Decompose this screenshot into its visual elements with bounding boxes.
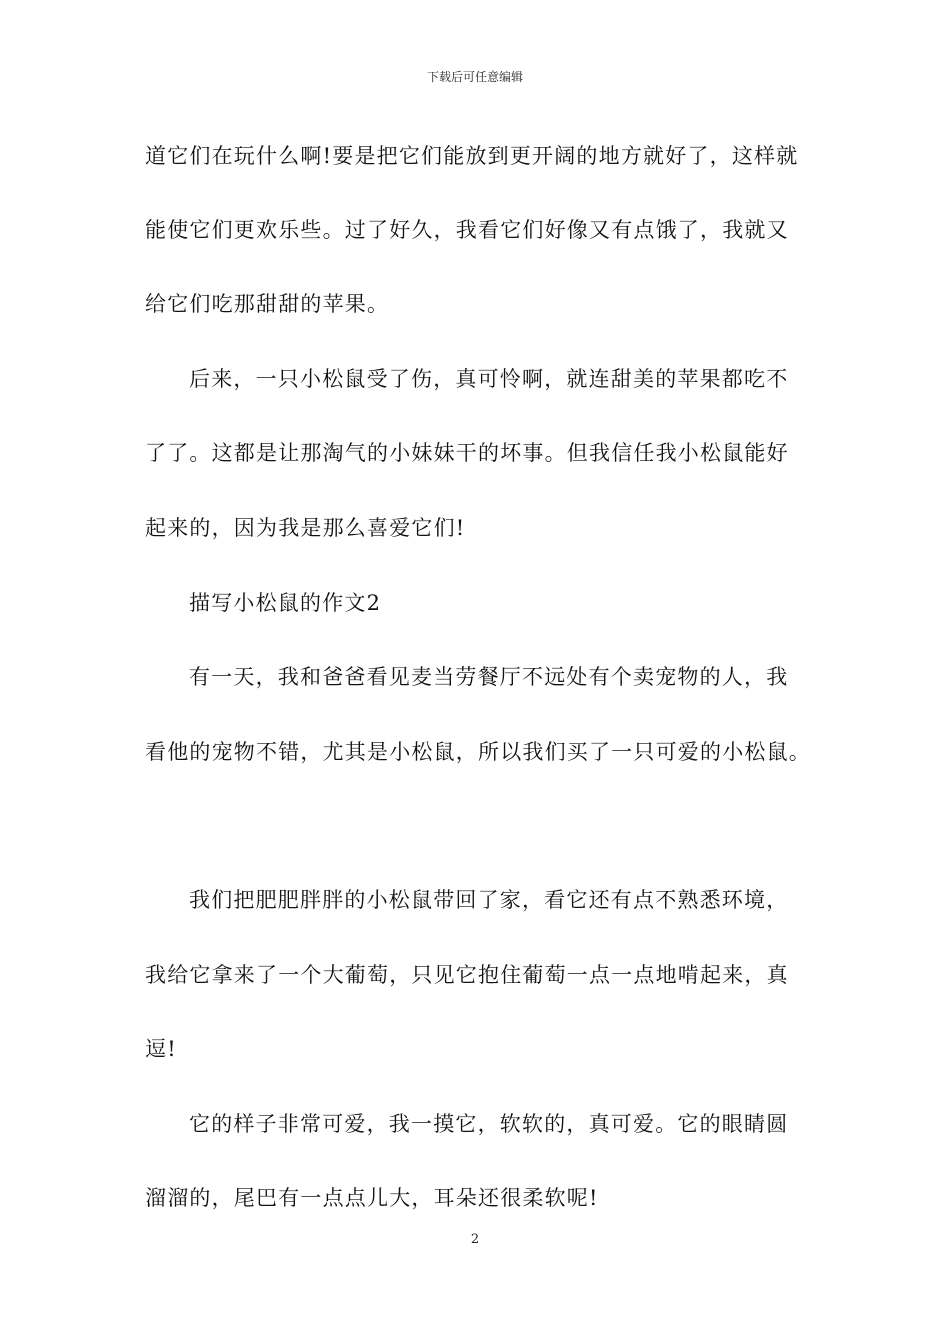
page-number: 2 — [470, 1232, 480, 1247]
section-heading: 描写小松鼠的作文2 — [189, 591, 382, 615]
body-line: 起来的，因为我是那么喜爱它们! — [145, 516, 466, 540]
body-line: 后来，一只小松鼠受了伤，真可怜啊，就连甜美的苹果都吃不 — [189, 367, 789, 391]
body-line: 逗! — [145, 1037, 177, 1061]
body-line: 能使它们更欢乐些。过了好久，我看它们好像又有点饿了，我就又 — [145, 218, 789, 242]
body-line: 它的样子非常可爱，我一摸它，软软的，真可爱。它的眼睛圆 — [189, 1112, 789, 1136]
body-line: 我们把肥肥胖胖的小松鼠带回了家，看它还有点不熟悉环境， — [189, 888, 789, 912]
body-line: 了了。这都是让那淘气的小妹妹干的坏事。但我信任我小松鼠能好 — [145, 441, 789, 465]
body-line: 给它们吃那甜甜的苹果。 — [145, 292, 390, 316]
page-header: 下载后可任意编辑 — [426, 70, 523, 84]
body-line: 有一天，我和爸爸看见麦当劳餐厅不远处有个卖宠物的人，我 — [189, 665, 789, 689]
body-line: 溜溜的，尾巴有一点点儿大，耳朵还很柔软呢! — [145, 1186, 599, 1210]
body-line: 看他的宠物不错，尤其是小松鼠，所以我们买了一只可爱的小松鼠。 — [145, 740, 811, 764]
body-line: 我给它拿来了一个大葡萄，只见它抱住葡萄一点一点地啃起来，真 — [145, 963, 789, 987]
body-line: 道它们在玩什么啊!要是把它们能放到更开阔的地方就好了，这样就 — [145, 144, 799, 168]
